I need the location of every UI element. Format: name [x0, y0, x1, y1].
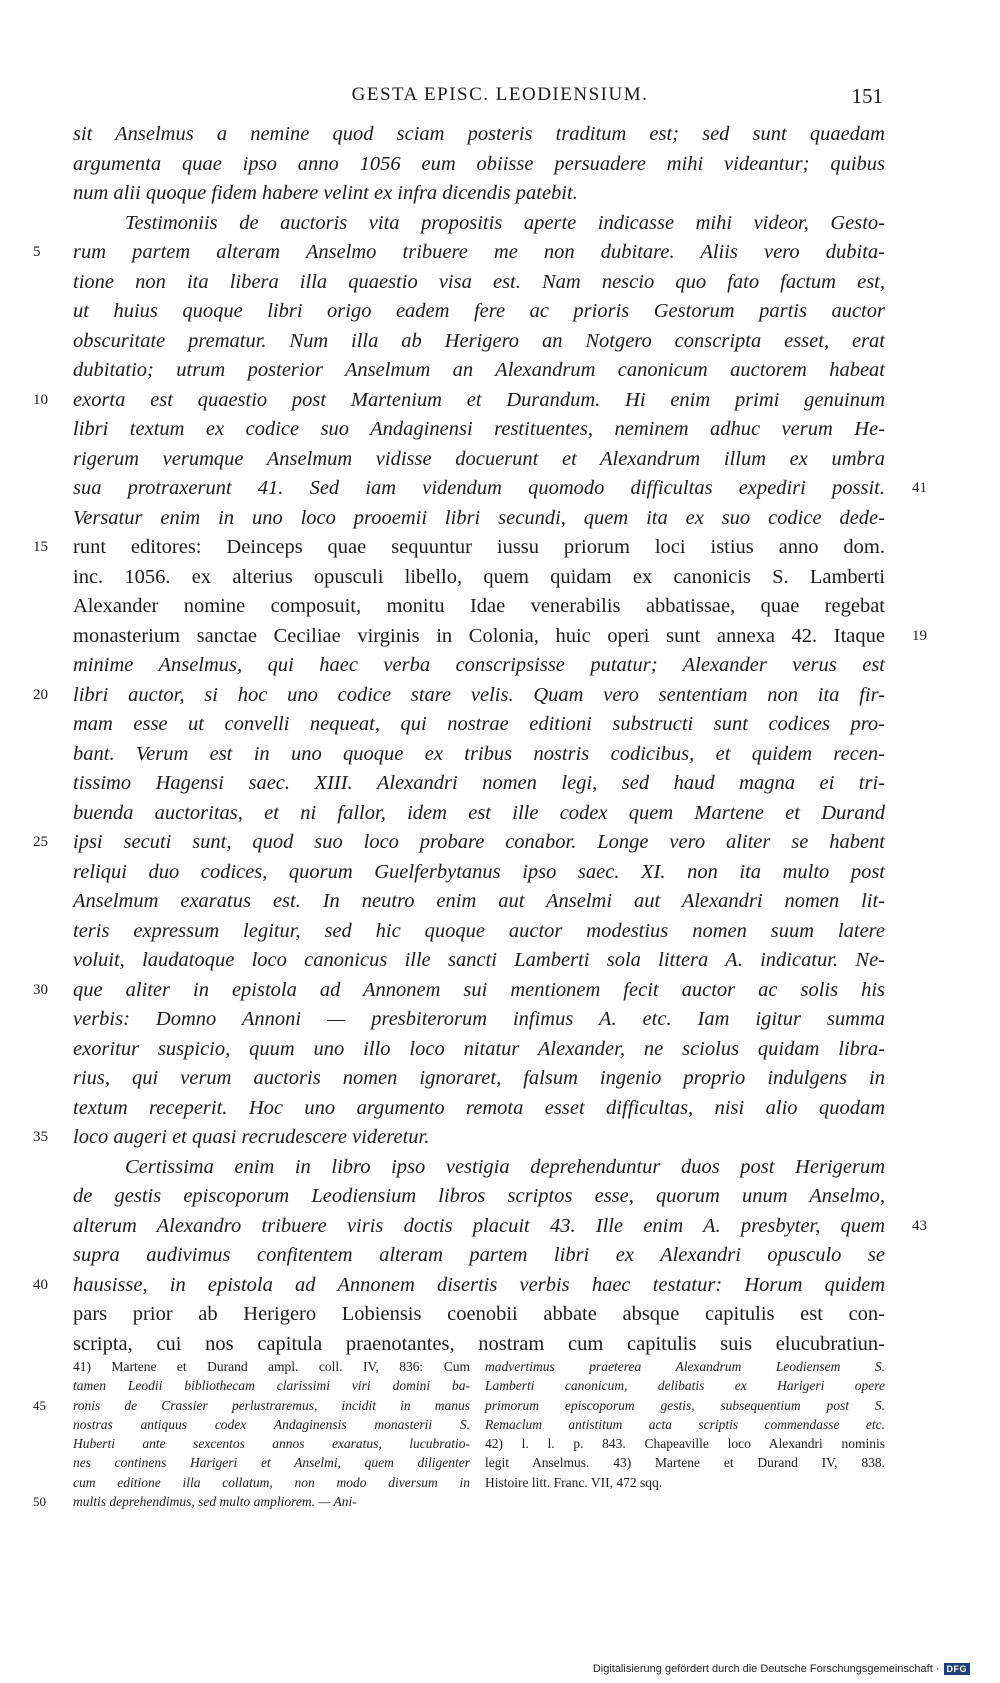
- margin-reference: 41: [912, 480, 927, 496]
- margin-reference: 43: [912, 1217, 927, 1234]
- margin-reference: 19: [912, 627, 927, 644]
- line-number: 35: [33, 1129, 48, 1145]
- text-line-content: sua protraxerunt 41. Sed iam videndum quomodo difficultas expediri possit.: [73, 477, 885, 499]
- footnote-line: [485, 1453, 885, 1472]
- text-line: [73, 1035, 885, 1065]
- footnote-line-content: nes continens Harigeri et Anselmi, quem diligenter: [73, 1455, 470, 1471]
- text-line-content: verbis: Domno Annoni — presbiterorum infimus A. etc. Iam igitur summa: [73, 1008, 885, 1030]
- main-text: [33, 120, 927, 1359]
- line-number: 5: [33, 244, 41, 260]
- text-line-content: runt editores: Deinceps quae sequuntur iussu priorum loci istius anno dom.: [73, 536, 885, 558]
- text-line: [33, 1123, 885, 1153]
- text-line-content: mam esse ut convelli nequeat, qui nostrae editioni substructi sunt codices pro-: [73, 713, 885, 735]
- page-number: 151: [851, 84, 883, 108]
- text-line-content: que aliter in epistola ad Annonem sui mentionem fecit auctor ac solis his: [73, 978, 885, 1001]
- text-line: [73, 592, 885, 622]
- footnotes-right-column: [485, 1357, 885, 1492]
- footnote-line: [73, 1415, 470, 1434]
- footnote-line-number: 50: [33, 1494, 46, 1510]
- footnote-line-content: madvertimus praeterea Alexandrum Leodiensem S.: [485, 1359, 885, 1374]
- footnote-line-content: 42) l. l. p. 843. Chapeaville loco Alexandri nominis: [485, 1436, 885, 1452]
- text-line: [73, 1330, 885, 1360]
- footnotes-left-column: [33, 1357, 470, 1511]
- text-line-content: rius, qui verum auctoris nomen ignoraret, falsum ingenio proprio indulgens in: [73, 1067, 885, 1089]
- dfg-logo: DFG: [944, 1663, 971, 1675]
- text-line-content: loco augeri et quasi recrudescere videretur.: [73, 1126, 430, 1148]
- footnote-line-content: Remaclum antistitum acta scriptis commendasse etc.: [485, 1416, 885, 1432]
- text-line-content: exoritur suspicio, quum uno illo loco nitatur Alexander, ne sciolus quidam libra-: [73, 1037, 885, 1060]
- text-line-content: monasterium sanctae Ceciliae virginis in Colonia, huic operi sunt annexa 42. Itaque: [73, 624, 885, 647]
- footnote-line: [73, 1473, 470, 1492]
- text-line: [73, 297, 885, 327]
- text-line-content: Alexander nomine composuit, monitu Idae venerabilis abbatissae, quae regebat: [73, 595, 885, 617]
- footnote-line: [485, 1376, 885, 1395]
- text-line: [33, 533, 885, 563]
- text-line: [73, 356, 885, 386]
- line-number: 25: [33, 834, 48, 850]
- text-line-content: sit Anselmus a nemine quod sciam posteris traditum est; sed sunt quaedam: [73, 123, 885, 145]
- text-line-content: rigerum verumque Anselmum vidisse docuerunt et Alexandrum illum ex umbra: [73, 447, 885, 470]
- text-line-content: buenda auctoritas, et ni fallor, idem est ille codex quem Martene et Durand: [73, 801, 885, 824]
- text-line: [73, 1153, 885, 1183]
- text-line: [33, 976, 885, 1006]
- text-line: [73, 710, 885, 740]
- text-line: [73, 1094, 885, 1124]
- text-line-content: tione non ita libera illa quaestio visa est. Nam nescio quo fato factum est,: [73, 270, 885, 293]
- text-line: [73, 946, 885, 976]
- text-line-content: argumenta quae ipso anno 1056 eum obiisse persuadere mihi videantur; quibus: [73, 152, 885, 175]
- text-line: [73, 622, 927, 652]
- footnote-line: [73, 1434, 470, 1453]
- text-line-content: obscuritate prematur. Num illa ab Herigero an Notgero conscripta esset, erat: [73, 329, 885, 352]
- text-line-content: Versatur enim in uno loco prooemii libri secundi, quem ita ex suo codice dede-: [73, 506, 885, 529]
- digitization-credit: [593, 1663, 970, 1675]
- text-line: [73, 1300, 885, 1330]
- text-line: [73, 1182, 885, 1212]
- text-line-content: textum receperit. Hoc uno argumento remota esset difficultas, nisi alio quodam: [73, 1096, 885, 1119]
- footnote-line: [485, 1415, 885, 1434]
- text-line: [33, 238, 885, 268]
- text-line: [73, 1064, 885, 1094]
- footnote-line-content: multis deprehendimus, sed multo ampliorem. — Ani-: [73, 1494, 357, 1510]
- text-line: [73, 1005, 885, 1035]
- text-line: [73, 1212, 927, 1242]
- running-title: GESTA EPISC. LEODIENSIUM.: [351, 84, 649, 105]
- text-line-content: de gestis episcoporum Leodiensium libros scriptos esse, quorum unum Anselmo,: [73, 1185, 885, 1207]
- footnote-line: [485, 1434, 885, 1453]
- text-line: [73, 769, 885, 799]
- footnote-line: [33, 1396, 470, 1415]
- text-line-content: supra audivimus confitentem alteram partem libri ex Alexandri opusculo se: [73, 1244, 885, 1266]
- text-line-content: Testimoniis de auctoris vita propositis aperte indicasse mihi videor, Gesto-: [125, 211, 885, 234]
- footnote-line: [73, 1376, 470, 1395]
- footnote-line-content: ronis de Crassier perlustraremus, incidit in manus: [73, 1397, 470, 1413]
- text-line-content: hausisse, in epistola ad Annonem disertis verbis haec testatur: Horum quidem: [73, 1273, 885, 1296]
- text-line-content: Anselmum exaratus est. In neutro enim aut Anselmi aut Alexandri nomen lit-: [73, 890, 885, 912]
- text-line-content: voluit, laudatoque loco canonicus ille sancti Lamberti sola littera A. indicatur. Ne-: [73, 949, 885, 971]
- footnote-line: [33, 1492, 470, 1511]
- line-number: 40: [33, 1276, 48, 1293]
- text-line-content: dubitatio; utrum posterior Anselmum an Alexandrum canonicum auctorem habeat: [73, 359, 885, 381]
- page-header: [0, 84, 1000, 114]
- text-line-content: libri textum ex codice suo Andaginensi restituentes, neminem adhuc verum He-: [73, 418, 885, 440]
- footnote-line-content: Lamberti canonicum, delibatis ex Harigeri opere: [485, 1378, 885, 1394]
- text-line: [73, 858, 885, 888]
- text-line-content: num alii quoque fidem habere velint ex infra dicendis patebit.: [73, 182, 578, 204]
- text-line: [73, 179, 885, 209]
- text-line-content: Certissima enim in libro ipso vestigia deprehenduntur duos post Herigerum: [125, 1155, 885, 1178]
- text-line: [73, 415, 885, 445]
- footnote-line-content: legit Anselmus. 43) Martene et Durand IV, 838.: [485, 1455, 885, 1471]
- text-line: [73, 799, 885, 829]
- text-line: [73, 917, 885, 947]
- footnote-line-content: Huberti ante sexcentos annos exaratus, lucubratio-: [73, 1436, 470, 1452]
- line-number: 20: [33, 686, 48, 703]
- text-line: [73, 150, 885, 180]
- footnote-line: [485, 1396, 885, 1415]
- footnote-line-content: tamen Leodii bibliothecam clarissimi viri domini ba-: [73, 1378, 470, 1394]
- line-number: 15: [33, 539, 48, 555]
- footnote-line: [485, 1473, 885, 1492]
- line-number: 10: [33, 391, 48, 408]
- text-line: [33, 681, 885, 711]
- footnote-line-content: primorum episcoporum gestis, subsequentium post S.: [485, 1397, 885, 1413]
- text-line-content: tissimo Hagensi saec. XIII. Alexandri nomen legi, sed haud magna ei tri-: [73, 772, 885, 794]
- text-line-content: libri auctor, si hoc uno codice stare velis. Quam vero sententiam non ita fir-: [73, 683, 885, 706]
- text-line-content: ipsi secuti sunt, quod suo loco probare conabor. Longe vero aliter se habent: [73, 831, 885, 853]
- text-line-content: pars prior ab Herigero Lobiensis coenobii abbate absque capitulis est con-: [73, 1303, 885, 1325]
- footnote-line: [485, 1357, 885, 1376]
- text-line: [73, 1241, 885, 1271]
- text-line-content: teris expressum legitur, sed hic quoque auctor modestius nomen suum latere: [73, 919, 885, 942]
- text-line-content: minime Anselmus, qui haec verba conscripsisse putatur; Alexander verus est: [73, 654, 885, 676]
- text-line: [73, 740, 885, 770]
- footnote-line-content: 41) Martene et Durand ampl. coll. IV, 836: Cum: [73, 1359, 470, 1374]
- text-line: [73, 651, 885, 681]
- text-line-content: ut huius quoque libri origo eadem fere ac prioris Gestorum partis auctor: [73, 300, 885, 322]
- text-line-content: scripta, cui nos capitula praenotantes, nostram cum capitulis suis elucubratiun-: [73, 1332, 885, 1355]
- text-line: [73, 887, 885, 917]
- text-line: [33, 1271, 885, 1301]
- footnote-line-content: cum editione illa collatum, non modo diversum in: [73, 1474, 470, 1490]
- text-line: [73, 327, 885, 357]
- text-line: [73, 120, 885, 150]
- text-line: [33, 828, 885, 858]
- footnote-line: [73, 1453, 470, 1472]
- text-line: [73, 504, 885, 534]
- text-line-content: inc. 1056. ex alterius opusculi libello, quem quidam ex canonicis S. Lamberti: [73, 565, 885, 588]
- text-line-content: exorta est quaestio post Martenium et Durandum. Hi enim primi genuinum: [73, 388, 885, 411]
- line-number: 30: [33, 981, 48, 998]
- footnote-line-content: nostras antiquus codex Andaginensis monasterii S.: [73, 1416, 470, 1432]
- footnote-line-content: Histoire litt. Franc. VII, 472 sqq.: [485, 1474, 663, 1490]
- text-line: [73, 209, 885, 239]
- text-line-content: rum partem alteram Anselmo tribuere me non dubitare. Aliis vero dubita-: [73, 241, 885, 263]
- digitization-text: Digitalisierung gefördert durch die Deutsche Forschungsgemeinschaft ·: [592, 1663, 940, 1675]
- footnote-line-number: 45: [33, 1397, 46, 1413]
- text-line-content: reliqui duo codices, quorum Guelferbytanus ipso saec. XI. non ita multo post: [73, 860, 885, 883]
- text-line: [73, 445, 885, 475]
- text-line-content: alterum Alexandro tribuere viris doctis placuit 43. Ille enim A. presbyter, quem: [73, 1214, 885, 1237]
- footnotes: [33, 1357, 885, 1537]
- text-line: [73, 563, 885, 593]
- text-line-content: bant. Verum est in uno quoque ex tribus nostris codicibus, et quidem recen-: [73, 742, 885, 765]
- text-line: [33, 386, 885, 416]
- footnote-line: [73, 1357, 470, 1376]
- text-line: [73, 268, 885, 298]
- text-line: [73, 474, 927, 504]
